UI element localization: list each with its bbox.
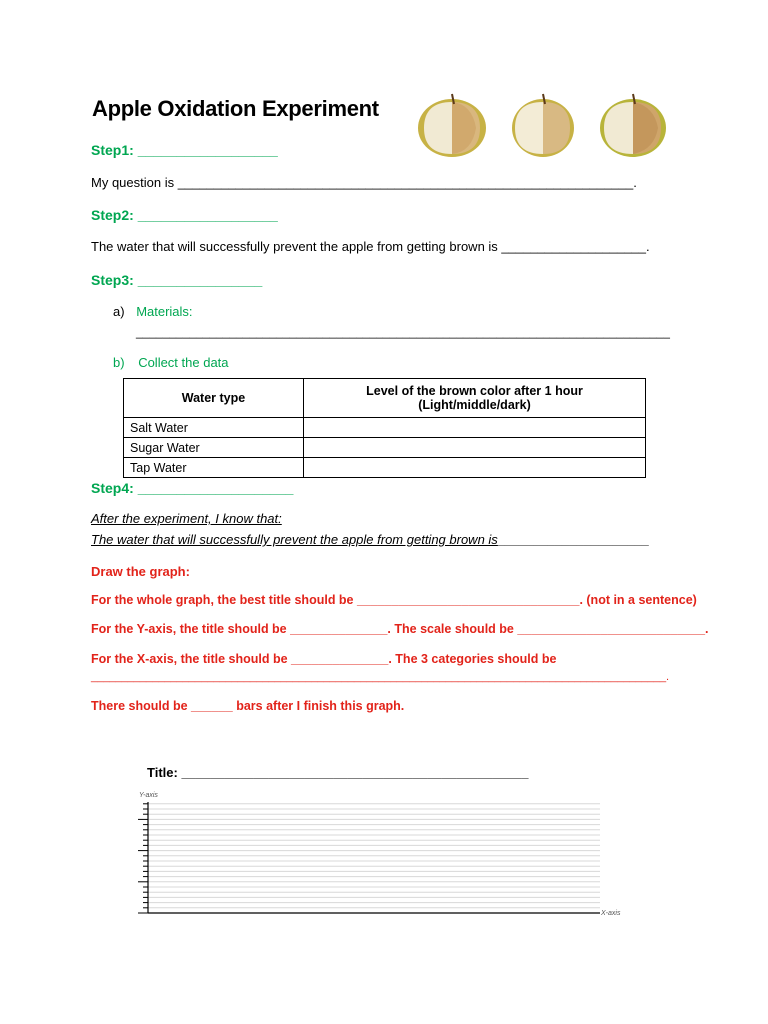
graph-title-label: Title: bbox=[147, 765, 178, 780]
graph-title-row bbox=[147, 765, 529, 780]
after-line1: After the experiment, I know that: bbox=[91, 511, 282, 526]
step1-blank[interactable]: __________________ bbox=[137, 142, 278, 158]
step4-blank[interactable]: ____________________ bbox=[137, 480, 294, 496]
table-cell-water-type: Salt Water bbox=[124, 418, 304, 438]
x-axis-instruction[interactable]: For the X-axis, the title should be ______________. The 3 categories should be bbox=[91, 652, 557, 666]
step4-heading bbox=[91, 480, 293, 496]
after-line2-blank[interactable]: _____________________ bbox=[497, 532, 650, 547]
graph-title-blank[interactable]: ________________________________________________ bbox=[181, 765, 529, 780]
table-cell-water-type: Tap Water bbox=[124, 458, 304, 478]
step4-label: Step4: bbox=[91, 480, 138, 496]
table-header-brown-level-line2: (Light/middle/dark) bbox=[418, 398, 531, 412]
table-row bbox=[124, 418, 646, 438]
step2-label: Step2: bbox=[91, 207, 138, 223]
collect-label: Collect the data bbox=[138, 355, 229, 370]
draw-graph-heading: Draw the graph: bbox=[91, 564, 190, 579]
materials-item bbox=[113, 304, 193, 319]
after-line2[interactable] bbox=[91, 532, 650, 547]
step3-heading bbox=[91, 272, 262, 288]
materials-marker: a) bbox=[113, 304, 125, 319]
apple-image-1 bbox=[414, 92, 490, 158]
table-row bbox=[124, 458, 646, 478]
blank-graph-grid bbox=[130, 800, 610, 918]
table-header-brown-level-line1: Level of the brown color after 1 hour bbox=[366, 384, 583, 398]
bars-instruction[interactable]: There should be ______ bars after I finish this graph. bbox=[91, 699, 405, 713]
table-cell-brown-level[interactable] bbox=[304, 458, 646, 478]
materials-label: Materials: bbox=[136, 304, 193, 319]
apple-image-3 bbox=[596, 92, 670, 158]
table-header-row bbox=[124, 379, 646, 418]
table-cell-brown-level[interactable] bbox=[304, 418, 646, 438]
step2-blank[interactable]: __________________ bbox=[137, 207, 278, 223]
materials-line[interactable]: ________________________________________________________________________________ bbox=[136, 325, 670, 339]
step3-blank[interactable]: ________________ bbox=[137, 272, 263, 288]
table-row bbox=[124, 438, 646, 458]
apple-image-2 bbox=[508, 92, 578, 158]
step1-label: Step1: bbox=[91, 142, 138, 158]
table-cell-brown-level[interactable] bbox=[304, 438, 646, 458]
table-header-water-type: Water type bbox=[124, 379, 304, 418]
table-header-brown-level bbox=[304, 379, 646, 418]
question-line[interactable]: My question is _______________________________________________________________. bbox=[91, 175, 637, 190]
collect-marker: b) bbox=[113, 355, 125, 370]
step3-label: Step3: bbox=[91, 272, 138, 288]
after-line2-text: The water that will successfully prevent the apple from getting brown is bbox=[91, 532, 498, 547]
collect-item bbox=[113, 355, 229, 370]
y-axis-instruction[interactable]: For the Y-axis, the title should be ______________. The scale should be ___________________________. bbox=[91, 622, 709, 636]
page-title: Apple Oxidation Experiment bbox=[92, 96, 379, 121]
table-cell-water-type: Sugar Water bbox=[124, 438, 304, 458]
prevent-line[interactable]: The water that will successfully prevent the apple from getting brown is ____________________. bbox=[91, 239, 650, 254]
y-axis-label: Y-axis bbox=[139, 792, 158, 799]
step1-heading bbox=[91, 142, 278, 158]
graph-title-instruction[interactable]: For the whole graph, the best title should be ________________________________. (not in a sentence) bbox=[91, 593, 697, 607]
data-table bbox=[123, 378, 646, 478]
x-axis-instruction-line2[interactable]: ______________________________________________________________________________________________. bbox=[91, 671, 670, 683]
x-axis-label: X-axis bbox=[601, 910, 621, 917]
step2-heading bbox=[91, 207, 278, 223]
